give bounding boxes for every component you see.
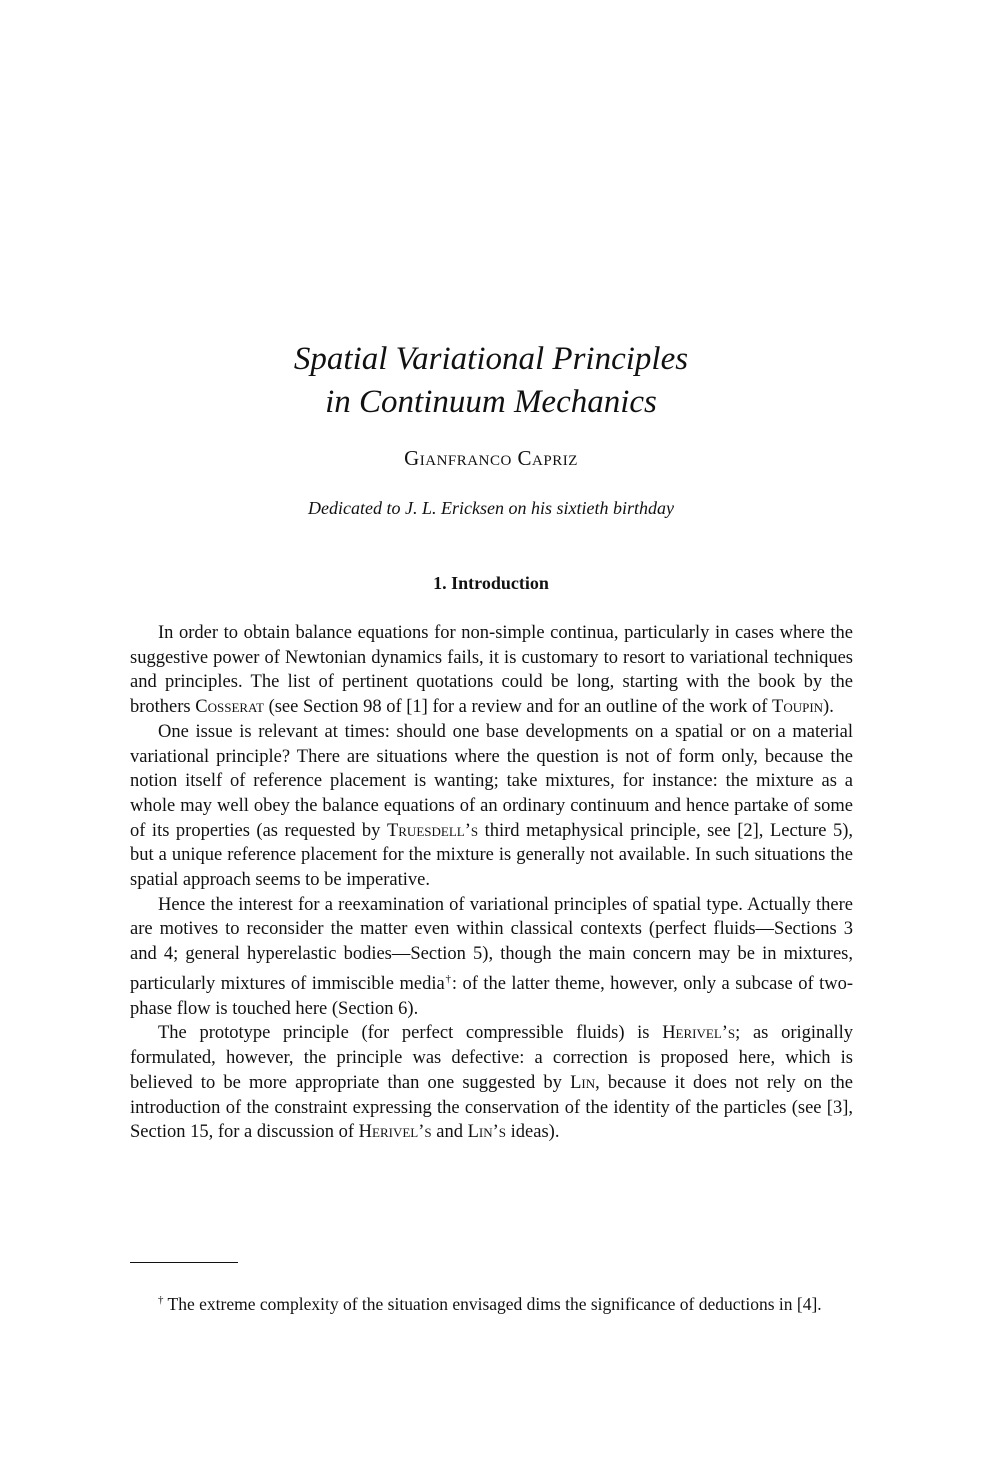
body-text [130,621,853,1145]
p4-text-d: and [431,1122,468,1143]
p3-text-a: Hence the interest for a reexamination of variational principles of spatial type. Actually there are motives to reconsider the matter even within classical contexts (perfect fluids—Sections 3 and 4; general hyperelastic bodies—Section 5), though the main concern may be in mixtures, particularly mixtures of immiscible media [130,894,853,994]
p2-text-a: One issue is relevant at times: should one base developments on a spatial or on a material variational principle? There are situations where the question is not of form only, because the notion itself of reference placement is wanting; take mixtures, for instance: the mixture as a whole may well obey the balance equations of an ordinary continuum and hence partake of some of its properties (as requested by [130,721,853,841]
p2-text-b: third metaphysical principle, see [2], Lecture 5), but a unique reference placement for the mixture is generally not available. In such situations the spatial approach seems to be imperative. [130,820,853,891]
footnote-ref-mark: † [444,972,452,985]
p4-text-a: The prototype principle (for perfect compressible fluids) is [158,1023,663,1044]
p1-text-b: (see Section 98 of [1] for a review and for an outline of the work of [263,697,773,718]
paragraph-4 [130,1021,853,1145]
p4-name-lin-2: Lin’s [467,1122,507,1143]
paragraph-1 [130,621,853,720]
footnote-text: The extreme complexity of the situation envisaged dims the significance of deductions in [4]. [163,1293,822,1314]
paragraph-3 [130,893,853,1022]
paragraph-2 [130,720,853,893]
p4-name-lin-1: Lin [570,1072,596,1093]
footnote [130,1288,853,1316]
footnote-mark: † [158,1294,164,1306]
author-name: Gianfranco Capriz [404,446,578,470]
p4-text-c: , because it does not rely on the introduction of the constraint expressing the conservation of the identity of the particles (see [3], Section 15, for a discussion of [130,1072,853,1143]
dedication: Dedicated to J. L. Ericksen on his sixtieth birthday [308,498,674,518]
p1-name-cosserat: Cosserat [195,697,264,718]
p1-text-a: In order to obtain balance equations for non-simple continua, particularly in cases where the suggestive power of Newtonian dynamics fails, it is customary to resort to variational techniques and principles. The list of pertinent quotations could be long, starting with the book by the brothers [130,623,853,718]
p4-text-b: ; as originally formulated, however, the principle was defective: a correction is proposed here, which is believed to be more appropriate than one suggested by [130,1023,853,1093]
p1-name-toupin: Toupin [772,697,824,718]
footnote-separator [130,1262,238,1263]
p4-text-e: ideas). [506,1122,560,1143]
title-line-2: in Continuum Mechanics [325,384,657,420]
p3-text-b: : of the latter theme, however, only a subcase of two-phase flow is touched here (Section 6). [130,974,854,1019]
p4-name-herivel-1: Herivel’s [662,1023,736,1044]
title-line-1: Spatial Variational Principles [293,341,689,377]
p1-text-c: ). [823,697,834,718]
p4-name-herivel-2: Herivel’s [358,1122,432,1143]
section-heading: 1. Introduction [433,573,549,593]
paper-title [0,338,982,424]
p2-name-truesdell: Truesdell’s [386,820,479,841]
